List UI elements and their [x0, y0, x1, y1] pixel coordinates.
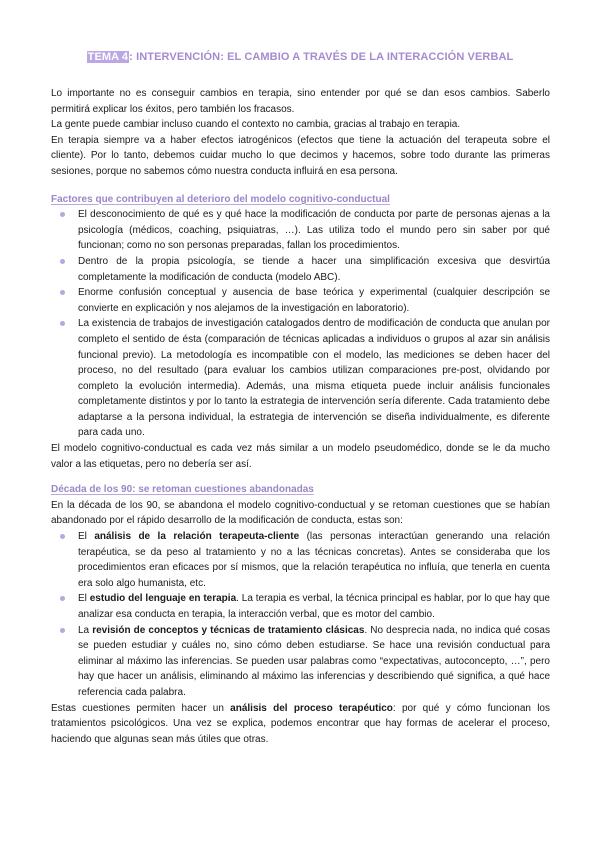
section-heading-90s: Década de los 90: se retoman cuestiones abandonadas	[51, 484, 314, 496]
section-heading-deterioration: Factores que contribuyen al deterioro del modelo cognitivo-conductual	[51, 193, 390, 205]
section2-intro-paragraph: En la década de los 90, se abandona el modelo cognitivo-conductual y se retoman cuestiones que se habían abandonado por el rápido desarrollo de la modificación de conducta, estas son:	[51, 499, 550, 527]
list-item	[51, 254, 550, 285]
intro-paragraph-3: En terapia siempre va a haber efectos iatrogénicos (efectos que tiene la actuación del terapeuta sobre el cliente). Por lo tanto, debemos cuidar mucho lo que decimos y hacemos, sobre todo durante las primeras sesiones, porque no sabemos cómo nuestra conducta influirá en esa persona.	[51, 134, 550, 177]
list-item-pre: El	[78, 531, 95, 543]
intro-paragraph-2: La gente puede cambiar incluso cuando el contexto no cambia, gracias al trabajo en terapia.	[51, 119, 461, 131]
list-item-pre: El	[78, 593, 90, 605]
list-item-text: El desconocimiento de qué es y qué hace la modificación de conducta por parte de personas ajenas a la psicología (médicos, coaching, psiquiatras, …). Las utiliza todo el mundo pero sin saber por qué funcionan; como no son personas preparadas, fallan los procedimientos.	[78, 209, 550, 252]
section1-closing-paragraph: El modelo cognitivo-conductual es cada vez más similar a un modelo pseudomédico, donde se le da mucho valor a las etiquetas, pero no debería ser así.	[51, 443, 550, 470]
list-item-bold: estudio del lenguaje en terapia	[89, 593, 237, 605]
list-item-post: . No desprecia nada, no indica qué cosas se pueden estudiar y cuáles no, sino cómo deben estudiarse. Se hace una revisión conductual para eliminar al máximo las inferencias. Se pueden usar palabras como “expectativas, autoconcepto, …”, pero hay que hacer un análisis, eliminando al máximo las inferencias y describiendo qué significa, a qué hace referencia cada palabra.	[78, 624, 550, 698]
deterioration-factors-list	[51, 207, 550, 441]
list-item	[51, 591, 550, 622]
list-item	[51, 529, 550, 591]
intro-paragraph-1: Lo importante no es conseguir cambios en terapia, sino entender por qué se dan esos cambios. Saberlo permitirá explicar los éxitos, pero también los fracasos.	[51, 88, 550, 115]
bullet-icon	[60, 212, 65, 217]
bullet-icon	[60, 290, 65, 295]
title-text: : INTERVENCIÓN: EL CAMBIO A TRAVÉS DE LA INTERACCIÓN VERBAL	[129, 51, 514, 63]
closing-pre: Estas cuestiones permiten hacer un	[51, 702, 231, 714]
bullet-icon	[60, 321, 65, 326]
list-item-post: (las personas interactúan generando una relación terapéutica, se da peso al tratamiento y no a las técnicas concretas). Antes se consideraba que los procedimientos eran eficaces por sí mismos, que la relación terapéutica no influía, que tenerla en cuenta era solo algo humanista, etc.	[78, 531, 550, 589]
bullet-icon	[60, 596, 65, 601]
list-item	[51, 285, 550, 316]
list-item	[51, 207, 550, 254]
bullet-icon	[60, 259, 65, 264]
page-title	[0, 51, 600, 63]
list-item-text: Dentro de la propia psicología, se tiende a hacer una simplificación excesiva que desvirtúa completamente la modificación de conducta (modelo ABC).	[78, 255, 550, 283]
list-item-bold: revisión de conceptos y técnicas de tratamiento clásicas	[92, 624, 365, 636]
bullet-icon	[60, 534, 65, 539]
section2-closing-paragraph	[51, 701, 550, 748]
list-item-text: La existencia de trabajos de investigación catalogados dentro de modificación de conducta que anulan por completo el sentido de ésta (comparación de técnicas aplicadas a individuos o grupos al azar sin análisis funcional previo). La metodología es incompatible con el modelo, las mediciones se deben hacer del proceso, no del resultado (para evaluar los cambios utilizan comparaciones pre-post, olvidando por completo la evolución intermedia). Además, una misma etiqueta puede incluir análisis funcionales completamente distintos y por lo tanto la estrategia de intervención sería diferente. Cada tratamiento debe adaptarse a la persona individual, la estrategia de intervención se diseña individualmente, es diferente para cada uno.	[78, 318, 550, 439]
bullet-icon	[60, 628, 65, 633]
list-item-text: Enorme confusión conceptual y ausencia de base teórica y experimental (cualquier descripción se convierte en explicación y nos alejamos de la investigación en laboratorio).	[78, 287, 550, 314]
closing-bold: análisis del proceso terapéutico	[230, 702, 393, 714]
list-item	[51, 316, 550, 441]
list-item	[51, 623, 550, 701]
title-highlight: TEMA 4	[87, 51, 129, 63]
closing-post: : por qué y cómo funcionan los tratamientos psicológicos. Una vez se explica, podemos encontrar que hay formas de acelerar el proceso, haciendo que algunas sean más útiles que otras.	[51, 702, 550, 745]
list-item-post: . La terapia es verbal, la técnica principal es hablar, por lo que hay que analizar esa conducta en terapia, la interacción verbal, que es motor del cambio.	[78, 593, 550, 620]
list-item-bold: análisis de la relación terapeuta-cliente	[94, 531, 300, 543]
retaken-issues-list	[51, 529, 550, 701]
document-body	[51, 86, 550, 747]
list-item-pre: La	[78, 624, 93, 636]
